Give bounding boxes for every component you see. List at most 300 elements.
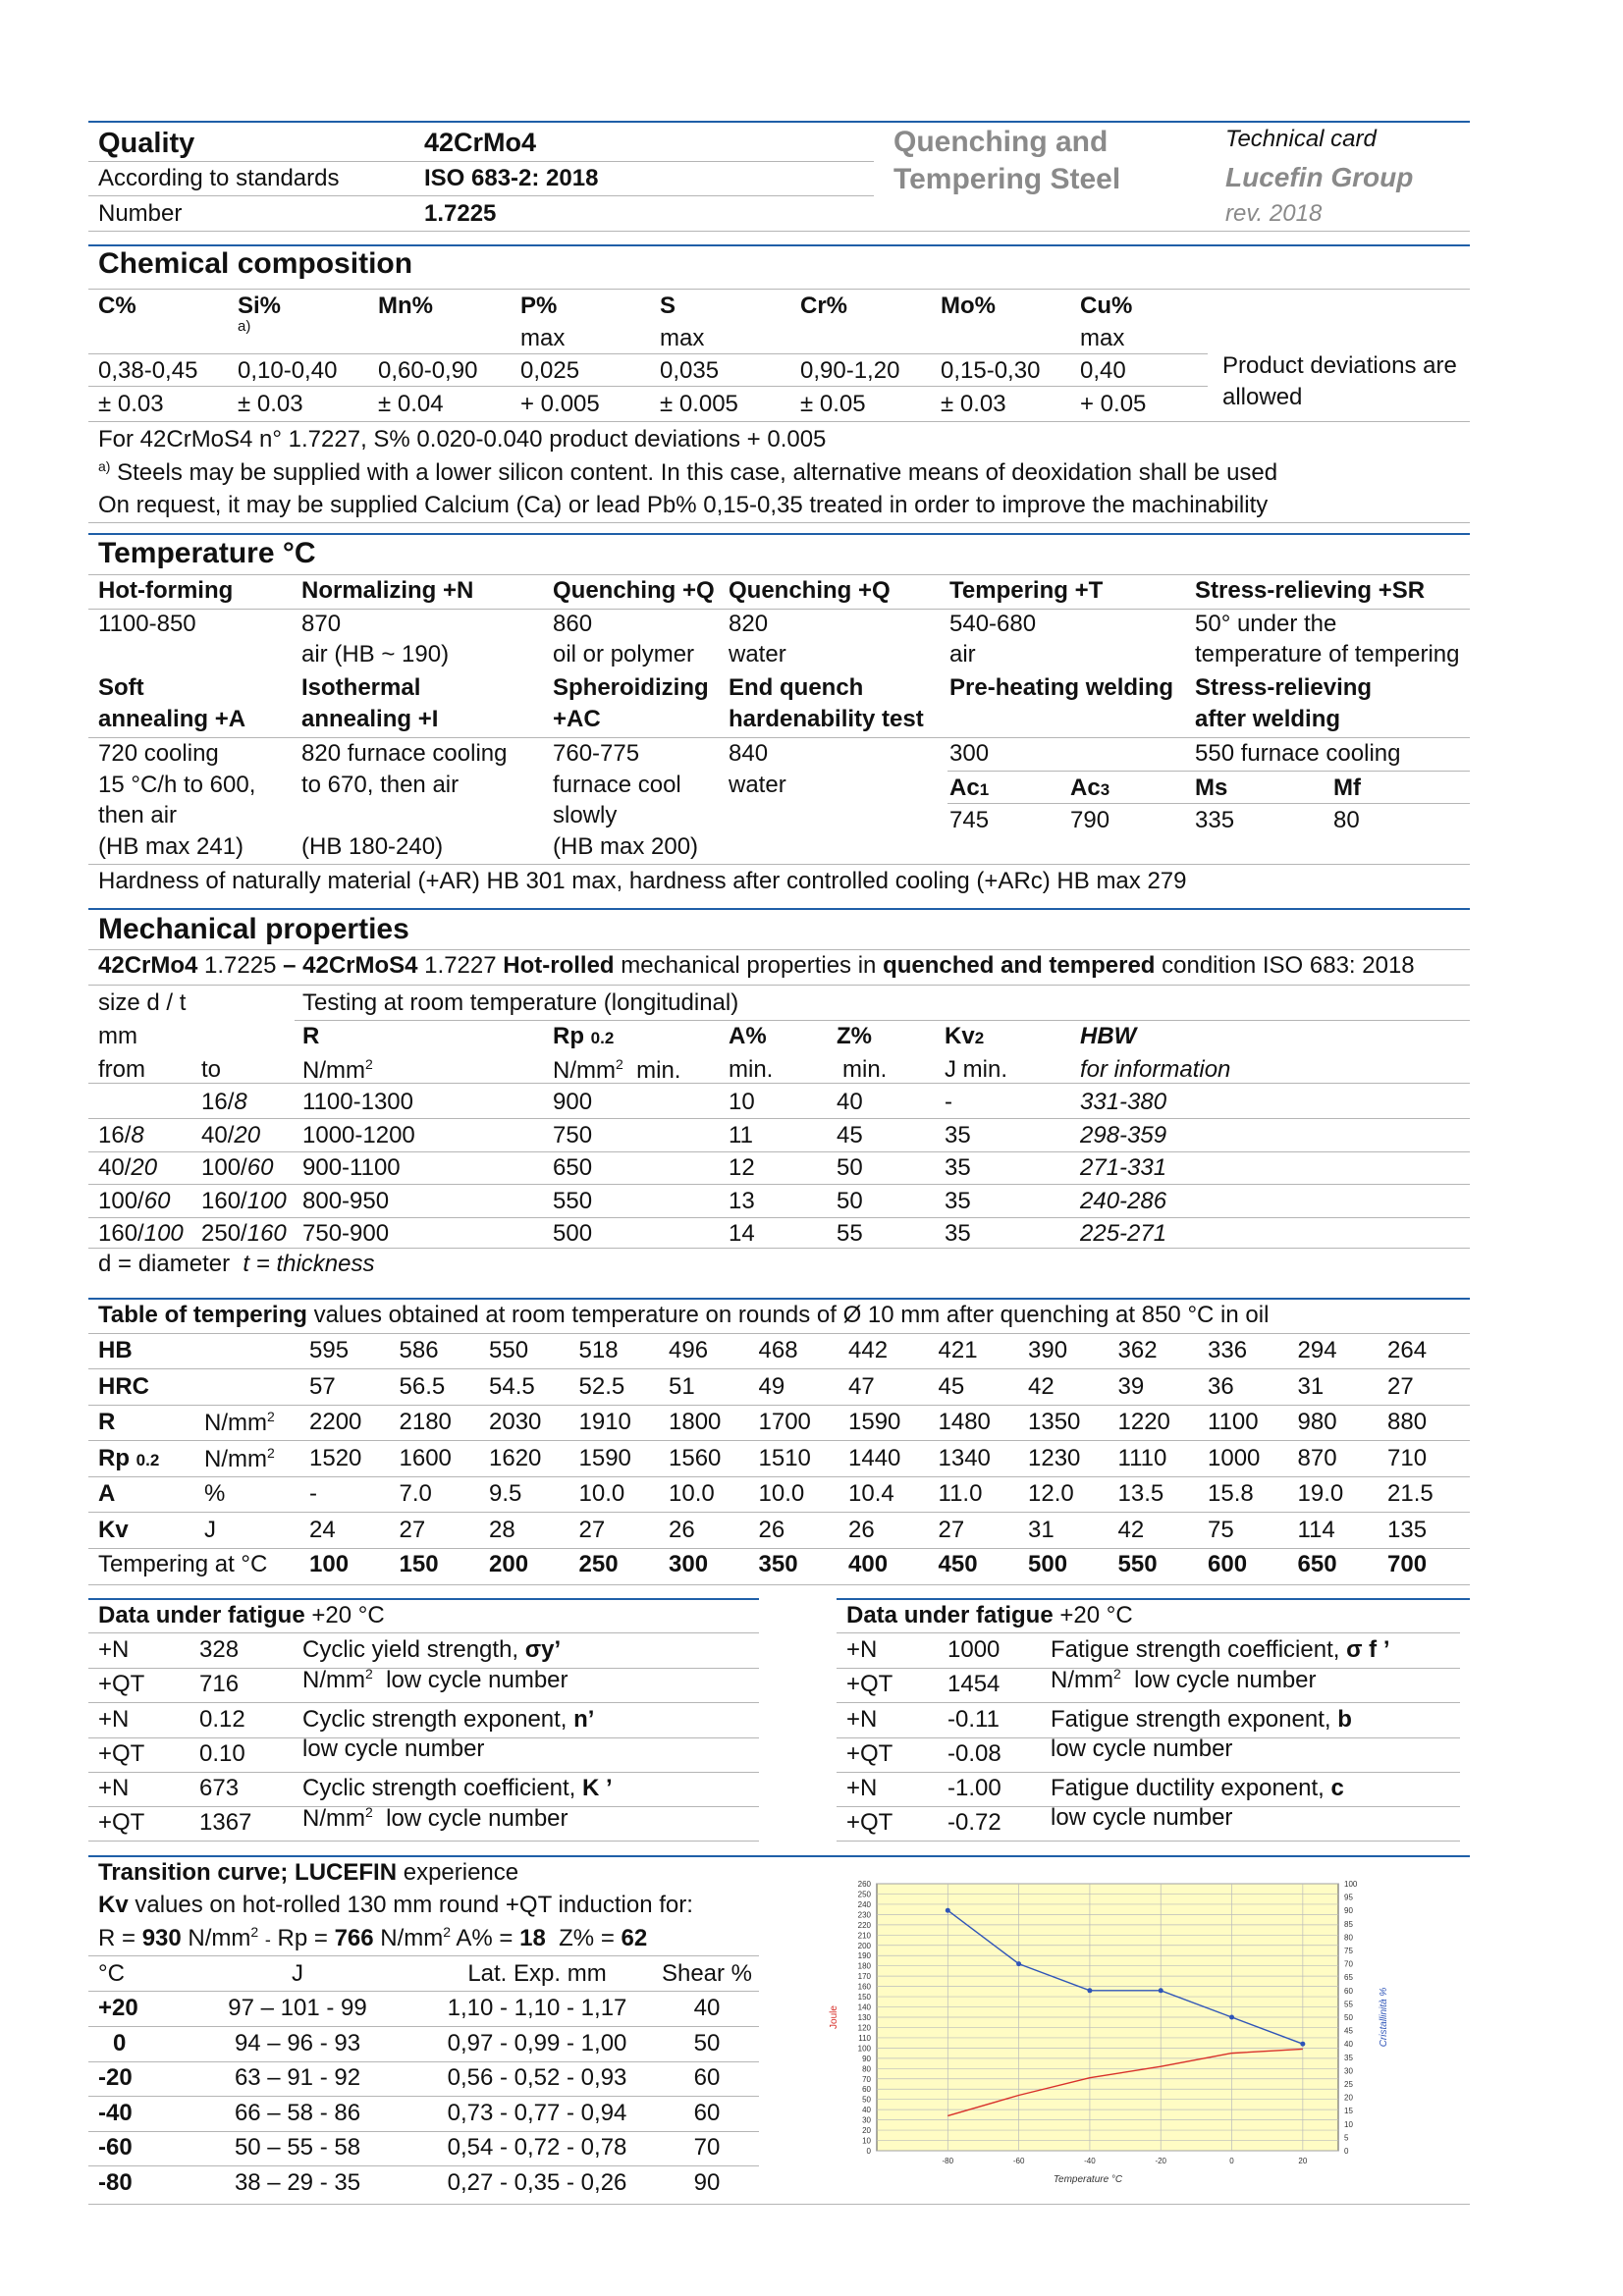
mech-head-2: $N/mm^2$ bbox=[302, 1056, 373, 1084]
y-tick-label: 10 bbox=[862, 2136, 871, 2146]
rule bbox=[88, 421, 1470, 422]
temp-cell: 860 bbox=[553, 611, 593, 637]
transition-cell: 90 bbox=[693, 2168, 721, 2196]
tempering-row-label: A bbox=[98, 1480, 116, 1507]
fatigue-state: +QT bbox=[98, 1739, 145, 1767]
transition-cell: -60 bbox=[98, 2134, 133, 2161]
fatigue-value: 673 bbox=[199, 1775, 240, 1801]
transition-cell: 0,54 - 0,72 - 0,78 bbox=[447, 2134, 627, 2161]
fatigue-value: 1454 bbox=[947, 1671, 1001, 1697]
tempering-temp: 400 bbox=[848, 1551, 889, 1577]
temp-cell: annealing +A bbox=[98, 706, 246, 732]
revision: rev. 2018 bbox=[1225, 200, 1323, 227]
chem-note: max bbox=[660, 325, 705, 351]
chem-note: max bbox=[520, 325, 566, 351]
mech-head: Kv2 bbox=[945, 1023, 985, 1049]
subtitle-part: 1.7225 bbox=[197, 952, 284, 979]
x-axis-label: Temperature °C bbox=[1053, 2174, 1123, 2184]
rule bbox=[88, 1333, 1470, 1334]
mech-cell: 55 bbox=[837, 1220, 863, 1248]
chem-deviation: + 0.005 bbox=[520, 391, 600, 417]
mech-cell: 500 bbox=[553, 1220, 593, 1248]
chem-value: 0,40 bbox=[1080, 357, 1126, 384]
transform-head: Ac3 bbox=[1070, 774, 1110, 801]
fatigue-state: +QT bbox=[846, 1809, 893, 1836]
chem-value: 0,025 bbox=[520, 357, 580, 384]
mech-cell: 160/100 bbox=[98, 1220, 184, 1248]
mech-cell: 50 bbox=[837, 1187, 863, 1214]
mech-cell: 13 bbox=[729, 1187, 755, 1214]
company-name: Lucefin Group bbox=[1225, 162, 1414, 192]
y-tick-label: 160 bbox=[857, 1982, 871, 1992]
temp-cell: temperature of tempering bbox=[1195, 641, 1460, 667]
mech-cell: 225-271 bbox=[1080, 1220, 1167, 1248]
tempering-row-unit: % bbox=[204, 1480, 226, 1507]
tempering-cell: 26 bbox=[848, 1516, 875, 1543]
tempering-cell: 496 bbox=[669, 1337, 709, 1363]
fatigue-desc: Cyclic strength coefficient, K ’ bbox=[302, 1775, 613, 1801]
transform-head: Mf bbox=[1333, 774, 1361, 801]
tempering-cell: 56.5 bbox=[399, 1372, 446, 1400]
temp-cell: 300 bbox=[949, 740, 990, 767]
tempering-cell: 135 bbox=[1387, 1516, 1428, 1543]
y2-tick-label: 35 bbox=[1344, 2053, 1353, 2062]
tempering-cell: 1560 bbox=[669, 1444, 722, 1471]
mechanical-subtitle bbox=[98, 952, 1415, 980]
transition-cell: 38 – 29 - 35 bbox=[234, 2168, 361, 2196]
temp-cell: End quench bbox=[729, 674, 864, 701]
deviation-note: allowed bbox=[1222, 384, 1303, 410]
transition-head: Shear % bbox=[661, 1960, 753, 1987]
rule bbox=[837, 1806, 1460, 1807]
tempering-cell: 442 bbox=[848, 1337, 889, 1363]
chem-value: 0,15-0,30 bbox=[941, 357, 1041, 384]
chem-deviation: ± 0.03 bbox=[98, 391, 164, 417]
rule bbox=[88, 609, 1470, 610]
transition-cell: 0,27 - 0,35 - 0,26 bbox=[447, 2168, 627, 2196]
tempering-row-label: HB bbox=[98, 1337, 133, 1363]
transition-line3: R = 930 $N/mm^2 - Rp = 766$ $N/mm^2$ A% = 18 Z% = 62 bbox=[98, 1924, 648, 1951]
fatigue-title-rest: +20 °C bbox=[1053, 1602, 1133, 1629]
standards-value: ISO 683-2: 2018 bbox=[424, 165, 599, 191]
subtitle-part: – 42CrMoS4 bbox=[283, 952, 418, 979]
tempering-cell: 1220 bbox=[1117, 1409, 1170, 1435]
fatigue-desc: Cyclic yield strength, σy’ bbox=[302, 1636, 562, 1663]
fatigue-desc: Fatigue ductility exponent, c bbox=[1051, 1775, 1344, 1801]
chem-element: Cu% bbox=[1080, 293, 1133, 319]
mech-cell: 900-1100 bbox=[302, 1154, 401, 1182]
chem-value: 0,38-0,45 bbox=[98, 357, 198, 384]
temp-cell: 820 bbox=[729, 611, 769, 637]
mech-cell: 35 bbox=[945, 1154, 971, 1182]
transition-head: J bbox=[292, 1960, 303, 1987]
fatigue-value: 0.12 bbox=[199, 1705, 245, 1733]
tempering-cell: 21.5 bbox=[1387, 1480, 1434, 1507]
fatigue-desc-2: $N/mm^2$ low cycle number bbox=[302, 1804, 568, 1832]
tempering-temp-label: Tempering at °C bbox=[98, 1551, 268, 1577]
x-tick-label: -40 bbox=[1084, 2157, 1096, 2165]
tempering-cell: 10.0 bbox=[669, 1480, 715, 1507]
line2-bold: Kv bbox=[98, 1892, 129, 1918]
chem-deviation: ± 0.04 bbox=[378, 391, 444, 417]
fatigue-state: +QT bbox=[98, 1809, 145, 1836]
tempering-cell: 51 bbox=[669, 1372, 695, 1400]
rule bbox=[88, 1151, 1470, 1152]
y-tick-label: 240 bbox=[857, 1899, 871, 1909]
rule bbox=[88, 1548, 1470, 1549]
tempering-cell: 586 bbox=[399, 1337, 439, 1363]
mech-cell: 14 bbox=[729, 1220, 755, 1248]
rule bbox=[88, 949, 1470, 950]
x-tick-label: -20 bbox=[1155, 2157, 1167, 2165]
tempering-cell: 49 bbox=[758, 1372, 785, 1400]
temp-cell: water bbox=[729, 772, 786, 798]
chem-note: max bbox=[1080, 325, 1125, 351]
tempering-cell: 7.0 bbox=[399, 1480, 432, 1507]
mech-head: A% bbox=[729, 1023, 767, 1049]
temp-cell: Spheroidizing bbox=[553, 674, 709, 701]
y2-tick-label: 55 bbox=[1344, 2000, 1353, 2009]
transition-cell: -80 bbox=[98, 2168, 133, 2196]
mech-cell: 16/8 bbox=[98, 1121, 144, 1148]
mech-cell: 298-359 bbox=[1080, 1121, 1167, 1148]
mech-cell: 550 bbox=[553, 1187, 593, 1214]
fatigue-value: -0.11 bbox=[947, 1705, 1000, 1733]
rule bbox=[837, 1841, 1460, 1842]
chem-deviation: ± 0.03 bbox=[238, 391, 303, 417]
tempering-cell: 42 bbox=[1028, 1372, 1055, 1400]
y-tick-label: 100 bbox=[857, 2044, 871, 2054]
note-silicon bbox=[98, 458, 1277, 487]
y2-tick-label: 65 bbox=[1344, 1973, 1353, 1983]
mech-cell: 650 bbox=[553, 1154, 593, 1182]
transition-cell: 0,73 - 0,77 - 0,94 bbox=[447, 2099, 627, 2126]
rule bbox=[88, 1118, 1470, 1119]
temp-cell: annealing +I bbox=[301, 706, 439, 732]
y2-tick-label: 85 bbox=[1344, 1919, 1353, 1929]
y2-tick-label: 50 bbox=[1344, 2013, 1353, 2022]
mech-cell: 1000-1200 bbox=[302, 1121, 415, 1148]
mech-head: Rp 0.2 bbox=[553, 1023, 615, 1049]
temp-cell: then air bbox=[98, 802, 178, 828]
data-point bbox=[1229, 2015, 1234, 2020]
temp-cell: Tempering +T bbox=[949, 577, 1104, 604]
transition-line2 bbox=[98, 1892, 693, 1919]
tempering-row-label: R bbox=[98, 1409, 116, 1435]
mech-cell: 40 bbox=[837, 1089, 863, 1115]
number-value: 1.7225 bbox=[424, 200, 497, 227]
tempering-cell: 468 bbox=[758, 1337, 798, 1363]
tempering-cell: 1520 bbox=[309, 1444, 362, 1471]
chem-value: 0,90-1,20 bbox=[800, 357, 900, 384]
transition-cell: -20 bbox=[98, 2064, 133, 2091]
temp-cell: Hot-forming bbox=[98, 577, 234, 604]
temp-cell: Normalizing +N bbox=[301, 577, 474, 604]
tempering-cell: 1620 bbox=[489, 1444, 542, 1471]
mech-cell: 100/60 bbox=[201, 1154, 274, 1182]
tempering-temp: 250 bbox=[578, 1551, 619, 1577]
tempering-temp: 450 bbox=[938, 1551, 978, 1577]
rule bbox=[88, 864, 1470, 865]
rule bbox=[88, 533, 1470, 535]
tempering-cell: 1590 bbox=[578, 1444, 631, 1471]
temp-cell: Stress-relieving +SR bbox=[1195, 577, 1426, 604]
tempering-temp: 500 bbox=[1028, 1551, 1068, 1577]
mech-cell: 35 bbox=[945, 1220, 971, 1248]
tempering-temp: 200 bbox=[489, 1551, 529, 1577]
quality-value: 42CrMo4 bbox=[424, 128, 537, 157]
subtitle-part: quenched and tempered bbox=[883, 952, 1156, 979]
fatigue-value: 1367 bbox=[199, 1809, 252, 1836]
y-axis-label: Joule bbox=[829, 2005, 839, 2029]
temp-cell: air (HB ~ 190) bbox=[301, 641, 450, 667]
rule bbox=[88, 2026, 759, 2027]
chem-value: 0,10-0,40 bbox=[238, 357, 338, 384]
mech-head: R bbox=[302, 1023, 320, 1049]
rule bbox=[947, 771, 1470, 772]
tempering-cell: 12.0 bbox=[1028, 1480, 1074, 1507]
fatigue-state: +QT bbox=[846, 1739, 893, 1767]
tempering-cell: 45 bbox=[938, 1372, 965, 1400]
x-tick-label: -80 bbox=[942, 2157, 954, 2165]
rule bbox=[88, 2204, 1470, 2205]
tempering-cell: 11.0 bbox=[938, 1480, 983, 1507]
tempering-cell: 28 bbox=[489, 1516, 515, 1543]
chem-element: Mo% bbox=[941, 293, 996, 319]
tempering-cell: 10.4 bbox=[848, 1480, 894, 1507]
mech-head-2: from bbox=[98, 1056, 145, 1083]
mech-cell: 900 bbox=[553, 1089, 593, 1115]
rule bbox=[88, 1184, 1470, 1185]
tempering-temp: 100 bbox=[309, 1551, 350, 1577]
tempering-cell: 1510 bbox=[758, 1444, 811, 1471]
y2-tick-label: 100 bbox=[1344, 1880, 1358, 1889]
tempering-cell: 1000 bbox=[1208, 1444, 1261, 1471]
tempering-cell: - bbox=[309, 1480, 317, 1507]
transition-title-rest: experience bbox=[397, 1859, 519, 1886]
note-request: On request, it may be supplied Calcium (Ca) or lead Pb% 0,15-0,35 treated in order to improve the machinability bbox=[98, 492, 1269, 518]
steel-category-line: Quenching and bbox=[893, 126, 1109, 158]
tempering-cell: 1910 bbox=[578, 1409, 631, 1435]
y-tick-label: 220 bbox=[857, 1920, 871, 1930]
tempering-temp: 600 bbox=[1208, 1551, 1248, 1577]
chem-deviation: ± 0.03 bbox=[941, 391, 1006, 417]
fatigue-desc-2: $N/mm^2$ low cycle number bbox=[302, 1666, 568, 1693]
line2-rest: values on hot-rolled 130 mm round +QT induction for: bbox=[128, 1892, 693, 1918]
temp-cell: water bbox=[729, 641, 786, 667]
temp-cell: after welding bbox=[1195, 706, 1341, 732]
rule bbox=[837, 1668, 1460, 1669]
section-title-chemical: Chemical composition bbox=[98, 247, 413, 280]
mech-cell: 11 bbox=[729, 1121, 753, 1148]
rule bbox=[88, 1476, 1470, 1477]
chem-element: S bbox=[660, 293, 676, 319]
y-tick-label: 190 bbox=[857, 1951, 871, 1961]
tempering-temp: 300 bbox=[669, 1551, 709, 1577]
mech-cell: 160/100 bbox=[201, 1187, 287, 1214]
tempering-cell: 870 bbox=[1297, 1444, 1337, 1471]
y-tick-label: 130 bbox=[857, 2013, 871, 2022]
mech-head-2: $N/mm^2$ min. bbox=[553, 1056, 681, 1084]
temp-cell: +AC bbox=[553, 706, 601, 732]
transition-cell: 94 – 96 - 93 bbox=[234, 2029, 361, 2056]
rule bbox=[88, 574, 1470, 575]
rule bbox=[88, 1841, 759, 1842]
fatigue-desc: Fatigue strength exponent, b bbox=[1051, 1705, 1352, 1733]
y-tick-label: 60 bbox=[862, 2085, 871, 2095]
mech-head-2: min. bbox=[729, 1056, 774, 1083]
y-tick-label: 180 bbox=[857, 1961, 871, 1971]
subtitle-part: condition ISO 683: 2018 bbox=[1155, 952, 1415, 979]
tempering-cell: 1600 bbox=[399, 1444, 452, 1471]
chem-note: a) bbox=[238, 318, 251, 335]
mech-cell: 35 bbox=[945, 1121, 971, 1148]
tempering-row-label: Rp 0.2 bbox=[98, 1444, 160, 1471]
tempering-cell: 47 bbox=[848, 1372, 875, 1400]
tempering-cell: 2180 bbox=[399, 1409, 452, 1435]
rule bbox=[88, 1632, 759, 1633]
chem-deviation: ± 0.005 bbox=[660, 391, 738, 417]
temp-cell: (HB 180-240) bbox=[301, 833, 444, 860]
y-tick-label: 200 bbox=[857, 1941, 871, 1950]
fatigue-value: -0.08 bbox=[947, 1739, 1001, 1767]
temp-cell: (HB max 200) bbox=[553, 833, 699, 860]
rule bbox=[837, 1772, 1460, 1773]
transition-cell: +20 bbox=[98, 1995, 138, 2021]
x-tick-label: -60 bbox=[1012, 2157, 1025, 2165]
chem-deviation: ± 0.05 bbox=[800, 391, 866, 417]
tempering-cell: 13.5 bbox=[1117, 1480, 1164, 1507]
y-tick-label: 230 bbox=[857, 1910, 871, 1920]
rule bbox=[88, 1855, 1470, 1857]
mech-cell: 10 bbox=[729, 1089, 755, 1115]
rule bbox=[88, 1598, 759, 1600]
y-tick-label: 0 bbox=[866, 2147, 871, 2156]
tempering-cell: 362 bbox=[1117, 1337, 1158, 1363]
mech-head: HBW bbox=[1080, 1023, 1137, 1049]
temp-cell: (HB max 241) bbox=[98, 833, 244, 860]
tempering-cell: 15.8 bbox=[1208, 1480, 1254, 1507]
rule bbox=[88, 244, 1470, 246]
rule bbox=[88, 2131, 759, 2132]
fatigue-state: +N bbox=[846, 1705, 878, 1733]
y-tick-label: 260 bbox=[857, 1880, 871, 1889]
subtitle-part: mechanical properties in bbox=[614, 952, 884, 979]
rule bbox=[295, 1020, 1470, 1021]
tempering-cell: 27 bbox=[938, 1516, 965, 1543]
rule bbox=[88, 737, 1470, 738]
temp-cell: air bbox=[949, 641, 976, 667]
number-label: Number bbox=[98, 200, 183, 227]
chem-deviation: + 0.05 bbox=[1080, 391, 1147, 417]
fatigue-state: +N bbox=[98, 1636, 130, 1663]
rule bbox=[88, 1368, 1470, 1369]
rule bbox=[88, 1806, 759, 1807]
y-tick-label: 70 bbox=[862, 2074, 871, 2084]
mech-cell: 50 bbox=[837, 1154, 863, 1182]
y-tick-label: 50 bbox=[862, 2095, 871, 2105]
tempering-cell: 26 bbox=[758, 1516, 785, 1543]
transform-head: Ms bbox=[1195, 774, 1228, 801]
rule bbox=[88, 161, 874, 162]
y-tick-label: 40 bbox=[862, 2106, 871, 2115]
tempering-cell: 550 bbox=[489, 1337, 529, 1363]
fatigue-title-left bbox=[98, 1602, 385, 1629]
y-tick-label: 170 bbox=[857, 1972, 871, 1982]
rule bbox=[88, 289, 1470, 290]
subtitle-part: 42CrMo4 bbox=[98, 952, 198, 979]
transform-value: 335 bbox=[1195, 807, 1235, 833]
rule bbox=[88, 1955, 759, 1956]
standards-label: According to standards bbox=[98, 165, 340, 191]
transition-title-bold: Transition curve; LUCEFIN bbox=[98, 1859, 398, 1886]
temp-cell: oil or polymer bbox=[553, 641, 695, 667]
section-title-temperature: Temperature °C bbox=[98, 537, 316, 569]
subtitle-part: 1.7227 bbox=[417, 952, 504, 979]
mech-head: Z% bbox=[837, 1023, 872, 1049]
fatigue-title-bold: Data under fatigue bbox=[98, 1602, 305, 1629]
fatigue-desc-2: low cycle number bbox=[1051, 1804, 1233, 1831]
rule bbox=[88, 1248, 1470, 1249]
tempering-temp: 550 bbox=[1117, 1551, 1158, 1577]
tempering-row-label: Kv bbox=[98, 1516, 129, 1543]
note-text: Steels may be supplied with a lower silicon content. In this case, alternative means of deoxidation shall be used bbox=[110, 459, 1278, 486]
tempering-cell: 1230 bbox=[1028, 1444, 1081, 1471]
tempering-cell: 1800 bbox=[669, 1409, 722, 1435]
rule bbox=[88, 1584, 1470, 1585]
transition-cell: 50 bbox=[693, 2029, 721, 2056]
chem-value: 0,035 bbox=[660, 357, 720, 384]
y2-tick-label: 20 bbox=[1344, 2093, 1353, 2103]
rule bbox=[88, 1772, 759, 1773]
tempering-cell: 24 bbox=[309, 1516, 336, 1543]
tempering-cell: 75 bbox=[1208, 1516, 1234, 1543]
testing-label: Testing at room temperature (longitudinal) bbox=[302, 989, 739, 1016]
size-footnote: d = diameter t = thickness bbox=[98, 1251, 375, 1277]
y2-tick-label: 0 bbox=[1344, 2147, 1349, 2156]
tempering-cell: 880 bbox=[1387, 1409, 1428, 1435]
fatigue-value: 0.10 bbox=[199, 1739, 245, 1767]
chem-element: Si% bbox=[238, 293, 282, 319]
temp-cell: 550 furnace cooling bbox=[1195, 740, 1401, 767]
x-tick-label: 0 bbox=[1229, 2157, 1234, 2165]
temp-cell: 15 °C/h to 600, bbox=[98, 772, 256, 798]
tempering-cell: 518 bbox=[578, 1337, 619, 1363]
y-tick-label: 210 bbox=[857, 1931, 871, 1941]
y2-tick-label: 75 bbox=[1344, 1947, 1353, 1955]
chem-element: C% bbox=[98, 293, 136, 319]
transition-cell: 63 – 91 - 92 bbox=[234, 2064, 361, 2091]
tempering-cell: 57 bbox=[309, 1372, 336, 1400]
mech-head: mm bbox=[98, 1023, 137, 1049]
tempering-cell: 390 bbox=[1028, 1337, 1068, 1363]
tempering-temp: 350 bbox=[758, 1551, 798, 1577]
temp-cell: Pre-heating welding bbox=[949, 674, 1174, 701]
tempering-cell: 42 bbox=[1117, 1516, 1145, 1543]
temp-cell: Quenching +Q bbox=[553, 577, 715, 604]
tempering-cell: 31 bbox=[1297, 1372, 1325, 1400]
transition-cell: 0,97 - 0,99 - 1,00 bbox=[447, 2029, 627, 2056]
data-point bbox=[1016, 1961, 1021, 1966]
tempering-cell: 10.0 bbox=[578, 1480, 625, 1507]
tempering-cell: 2200 bbox=[309, 1409, 362, 1435]
rule bbox=[88, 1217, 1470, 1218]
tempering-cell: 1590 bbox=[848, 1409, 901, 1435]
fatigue-value: 1000 bbox=[947, 1636, 1001, 1663]
mech-head-2: min. bbox=[842, 1056, 888, 1083]
tempering-cell: 31 bbox=[1028, 1516, 1055, 1543]
note-sulphur: For 42CrMoS4 n° 1.7227, S% 0.020-0.040 product deviations + 0.005 bbox=[98, 426, 827, 453]
